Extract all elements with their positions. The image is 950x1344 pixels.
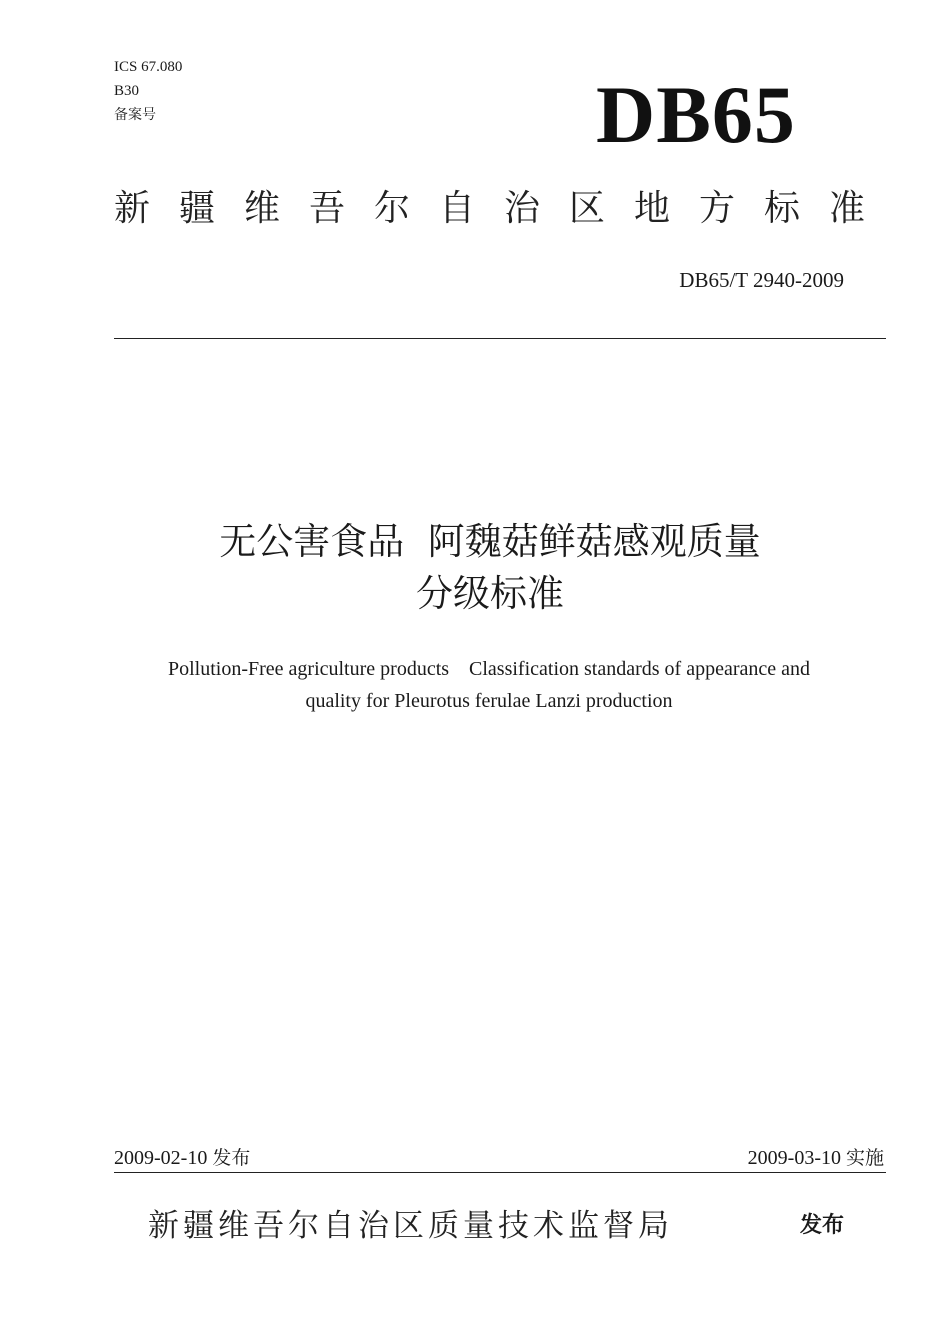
- bottom-divider: [114, 1172, 886, 1173]
- issuing-authority: 新疆维吾尔自治区质量技术监督局: [148, 1208, 673, 1244]
- standard-number: DB65/T 2940-2009: [679, 268, 844, 292]
- title-english-line2: quality for Pleurotus ferulae Lanzi production: [305, 690, 673, 712]
- issue-date-block: [114, 1145, 250, 1171]
- issue-label: 发布: [212, 1147, 251, 1169]
- implement-date-block: [748, 1145, 884, 1171]
- record-number-label: 备案号: [114, 107, 156, 123]
- top-divider: [114, 338, 886, 339]
- issuer-action-label: 发布: [800, 1213, 845, 1238]
- title-chinese-line2: 分级标准: [416, 572, 564, 615]
- implement-date: 2009-03-10: [747, 1147, 841, 1169]
- title-english-line1: Pollution-Free agriculture products Classification standards of appearance and: [167, 658, 811, 680]
- ics-code: ICS 67.080: [114, 59, 183, 75]
- title-chinese-line1: 无公害食品 阿魏菇鲜菇感观质量: [219, 520, 761, 563]
- issue-date: 2009-02-10: [114, 1147, 208, 1169]
- standard-code-logo: DB65: [596, 69, 796, 160]
- implement-label: 实施: [845, 1147, 884, 1169]
- classification-code: B30: [114, 83, 140, 99]
- standard-level-heading: 新疆维吾尔自治区地方标准: [114, 188, 895, 229]
